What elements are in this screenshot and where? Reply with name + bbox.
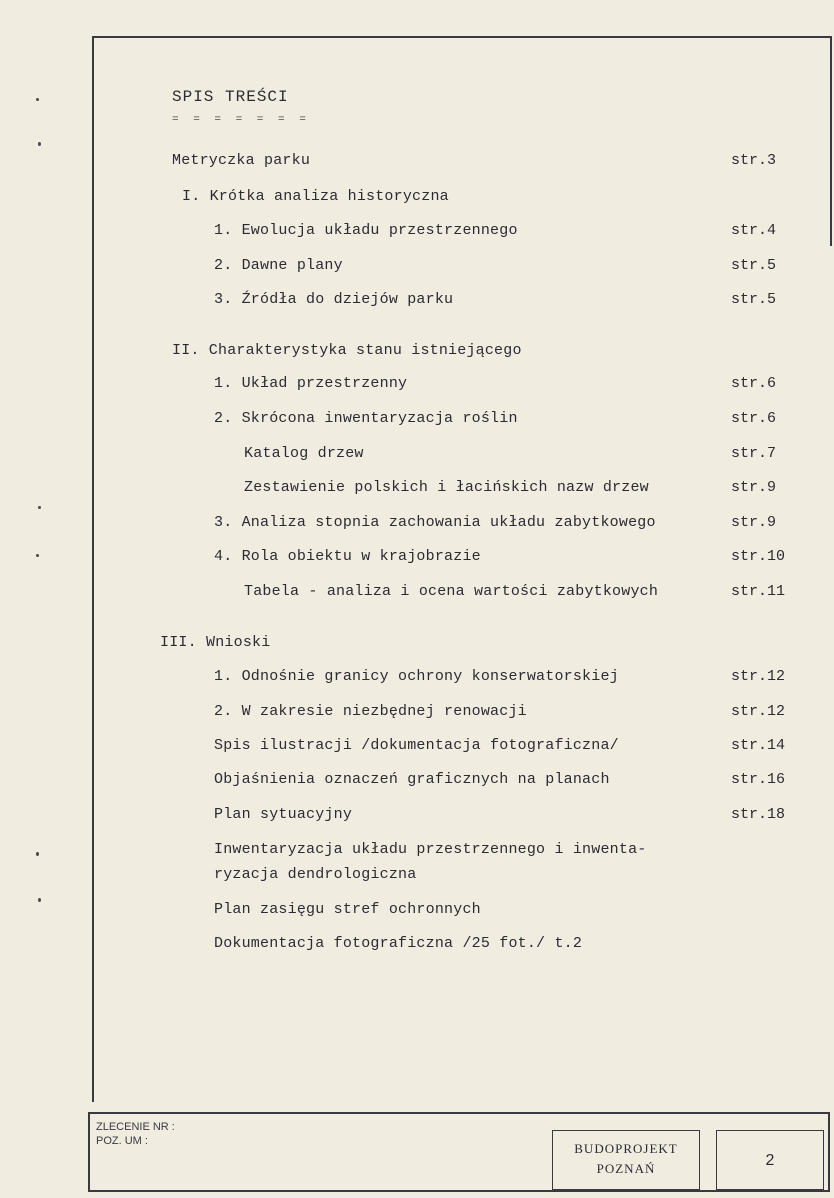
toc-subentry: Katalog drzew [244, 445, 364, 462]
ink-speck [38, 142, 41, 146]
toc-entry: Spis ilustracji /dokumentacja fotograficzna/ [214, 737, 619, 754]
company-name: BUDOPROJEKT [574, 1141, 678, 1156]
toc-page-number: str.18 [731, 806, 786, 823]
toc-page-number: str.5 [731, 291, 777, 308]
toc-entry-park-record: Metryczka parku [172, 152, 311, 169]
page-frame-right-edge [830, 36, 832, 246]
ink-speck [38, 506, 41, 509]
toc-section-i: I. Krótka analiza historyczna [182, 188, 449, 205]
company-stamp [552, 1130, 700, 1190]
toc-entry: 3. Źródła do dziejów parku [214, 291, 454, 308]
toc-page-number: str.9 [731, 479, 777, 496]
toc-subentry: Zestawienie polskich i łacińskich nazw drzew [244, 479, 649, 496]
toc-entry: 1. Układ przestrzenny [214, 375, 408, 392]
toc-entry: 1. Ewolucja układu przestrzennego [214, 222, 518, 239]
toc-page-number: str.16 [731, 771, 786, 788]
toc-page-number: str.6 [731, 375, 777, 392]
title-underline: = = = = = = = [172, 114, 310, 126]
company-city: POZNAŃ [596, 1161, 656, 1176]
page-number: 2 [716, 1130, 824, 1190]
toc-page-number: str.12 [731, 703, 786, 720]
toc-entry: Inwentaryzacja układu przestrzennego i inwenta- [214, 841, 647, 858]
toc-entry: 2. Dawne plany [214, 257, 343, 274]
toc-section-iii: III. Wnioski [160, 634, 271, 651]
ink-speck [36, 98, 39, 101]
toc-page-number: str.9 [731, 514, 777, 531]
order-number-label: ZLECENIE NR : [96, 1121, 175, 1133]
toc-page-number: str.4 [731, 222, 777, 239]
toc-page-number: str.6 [731, 410, 777, 427]
toc-entry: Objaśnienia oznaczeń graficznych na planach [214, 771, 610, 788]
toc-page-number: str.12 [731, 668, 786, 685]
ink-speck [36, 852, 39, 856]
toc-page-number: str.5 [731, 257, 777, 274]
toc-entry: Plan sytuacyjny [214, 806, 353, 823]
toc-entry: Plan zasięgu stref ochronnych [214, 901, 481, 918]
toc-page-number: str.7 [731, 445, 777, 462]
toc-entry: 2. Skrócona inwentaryzacja roślin [214, 410, 518, 427]
ink-speck [38, 898, 41, 902]
toc-page-number: str.11 [731, 583, 786, 600]
toc-section-ii: II. Charakterystyka stanu istniejącego [172, 342, 522, 359]
toc-entry: 4. Rola obiektu w krajobrazie [214, 548, 481, 565]
position-label: POZ. UM : [96, 1135, 148, 1147]
toc-entry: 1. Odnośnie granicy ochrony konserwatorskiej [214, 668, 619, 685]
toc-entry-continuation: ryzacja dendrologiczna [214, 866, 417, 883]
toc-page-number: str.3 [731, 152, 777, 169]
toc-page-number: str.14 [731, 737, 786, 754]
ink-speck [36, 554, 39, 557]
toc-entry: Dokumentacja fotograficzna /25 fot./ t.2 [214, 935, 583, 952]
document-title: SPIS TREŚCI [172, 88, 289, 106]
order-info [96, 1120, 175, 1148]
toc-entry: 2. W zakresie niezbędnej renowacji [214, 703, 527, 720]
title-block [88, 1112, 830, 1192]
toc-entry: 3. Analiza stopnia zachowania układu zabytkowego [214, 514, 656, 531]
toc-subentry: Tabela - analiza i ocena wartości zabytkowych [244, 583, 659, 600]
toc-page-number: str.10 [731, 548, 786, 565]
